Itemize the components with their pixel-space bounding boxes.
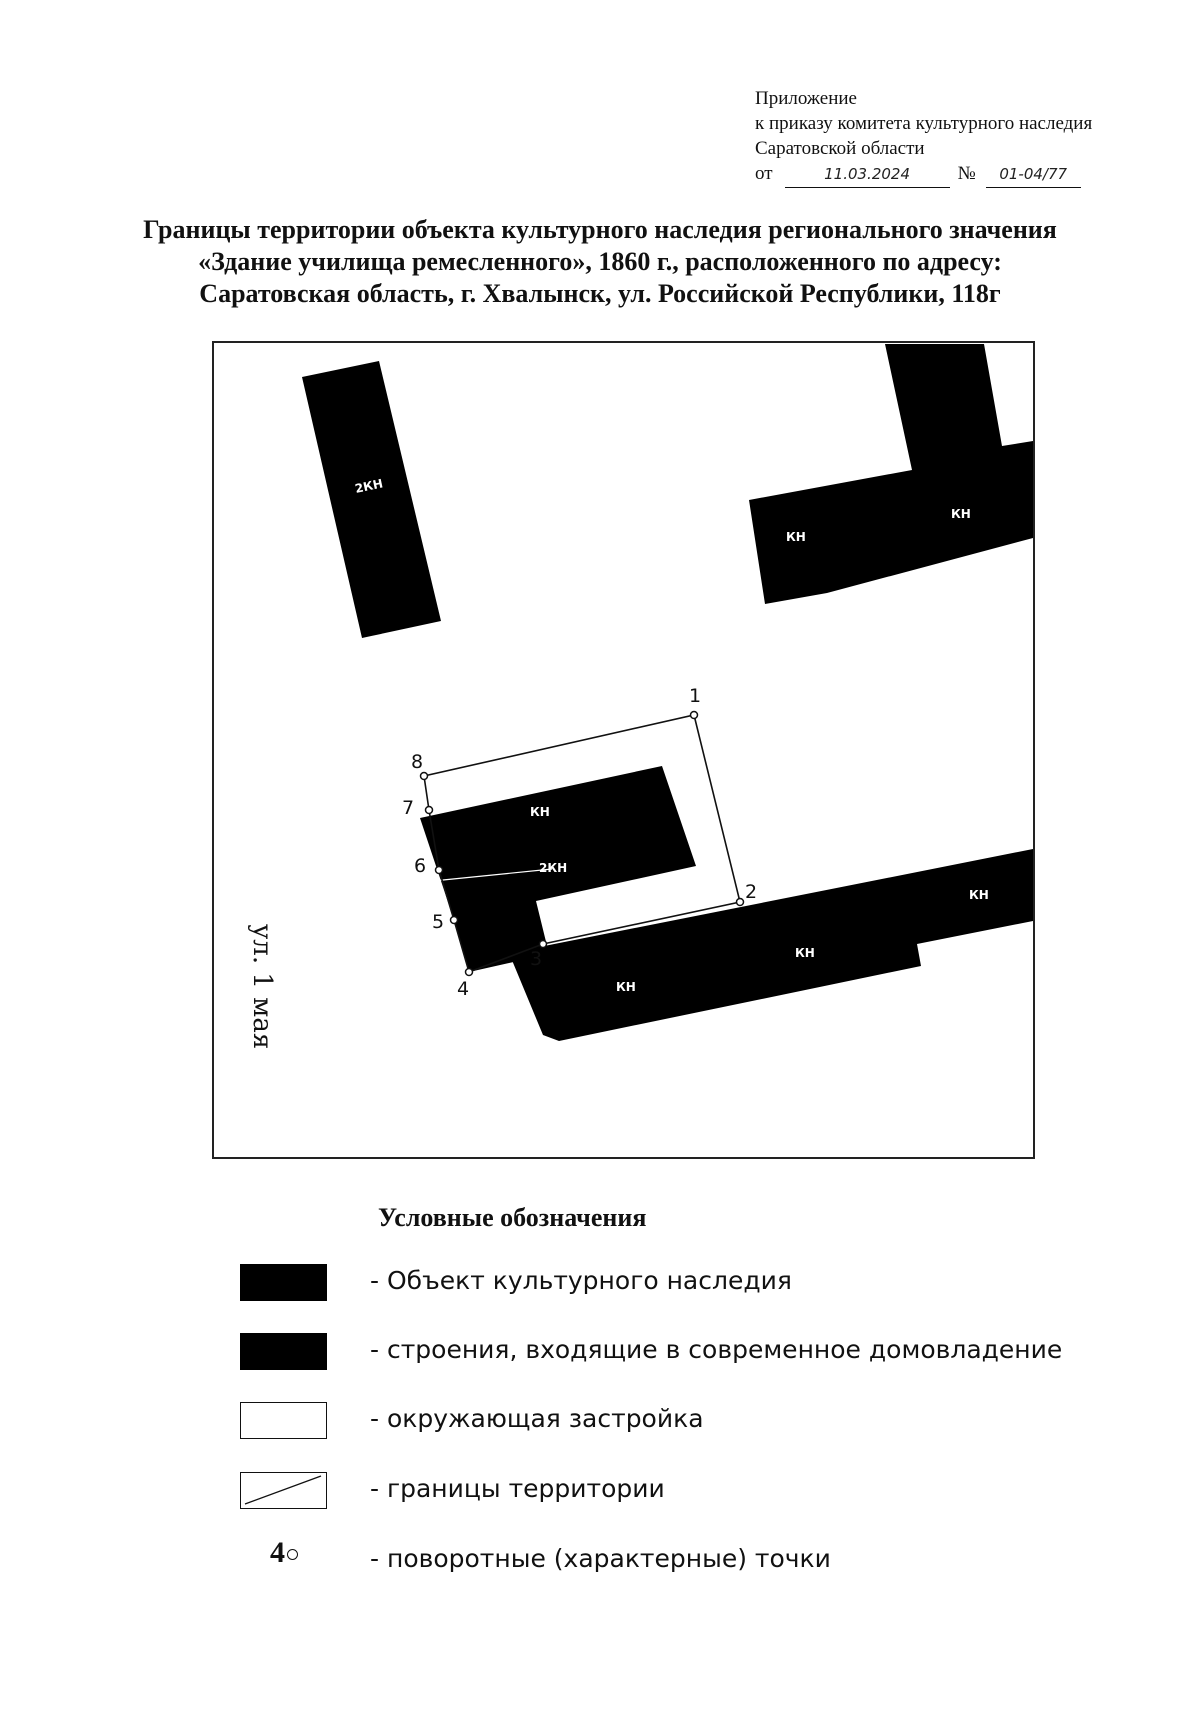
legend-label-3: - окружающая застройка — [370, 1404, 704, 1433]
label-top-right-1: КН — [786, 530, 806, 544]
legend-title: Условные обозначения — [378, 1203, 647, 1232]
site-map — [212, 341, 1035, 1159]
point-label-4: 4 — [457, 978, 470, 1000]
point-label-3: 3 — [530, 948, 543, 970]
turning-point-3 — [540, 941, 547, 948]
point-symbol — [270, 1536, 298, 1570]
legend-swatch-black — [240, 1264, 327, 1301]
street-label: ул. 1 мая — [247, 924, 277, 1050]
legend-item-points — [0, 1536, 1200, 1590]
label-top-right-2: КН — [951, 507, 971, 521]
label-bottom-1: КН — [616, 980, 636, 994]
label-bottom-2: КН — [795, 946, 815, 960]
point-label-6: 6 — [414, 855, 427, 877]
legend-label-1: - Объект культурного наследия — [370, 1266, 792, 1295]
label-bottom-3: КН — [969, 888, 989, 902]
turning-point-1 — [691, 712, 698, 719]
turning-point-8 — [421, 773, 428, 780]
number-sign: № — [957, 163, 976, 184]
label-object-lower: 2КН — [539, 861, 568, 875]
appendix-line-2: к приказу комитета культурного наследия — [755, 113, 1093, 134]
turning-point-5 — [451, 917, 458, 924]
appendix-line-1: Приложение — [755, 88, 857, 109]
point-circle-icon — [287, 1549, 298, 1560]
legend-item-surrounding — [0, 1400, 1200, 1450]
point-label-7: 7 — [402, 797, 415, 819]
appendix-header — [755, 86, 1092, 188]
legend-item-current-buildings — [0, 1331, 1200, 1381]
appendix-line-3: Саратовской области — [755, 138, 925, 159]
title-line-3: Саратовская область, г. Хвалынск, ул. Российской Республики, 118г — [199, 279, 1001, 308]
document-title — [0, 214, 1200, 310]
legend-item-heritage-object — [0, 1262, 1200, 1312]
legend-swatch-boundary — [240, 1472, 327, 1509]
legend-label-4: - границы территории — [370, 1474, 665, 1503]
turning-point-2 — [737, 899, 744, 906]
label-object-upper: КН — [530, 805, 550, 819]
turning-point-7 — [426, 807, 433, 814]
legend-label-5: - поворотные (характерные) точки — [370, 1544, 831, 1573]
legend-item-boundary — [0, 1470, 1200, 1520]
title-line-2: «Здание училища ремесленного», 1860 г., расположенного по адресу: — [198, 247, 1002, 276]
point-symbol-number: 4 — [270, 1536, 285, 1569]
turning-point-6 — [436, 867, 443, 874]
legend-label-2: - строения, входящие в современное домовладение — [370, 1335, 1063, 1364]
appendix-date-line — [755, 161, 1092, 188]
title-line-1: Границы территории объекта культурного наследия регионального значения — [143, 215, 1057, 244]
point-label-8: 8 — [411, 751, 424, 773]
boundary-line-icon — [241, 1473, 325, 1507]
turning-point-4 — [466, 969, 473, 976]
point-label-2: 2 — [745, 881, 758, 903]
from-label: от — [755, 163, 773, 184]
label-top-left: 2КН — [353, 476, 385, 496]
order-number: 01-04/77 — [986, 162, 1081, 188]
order-date: 11.03.2024 — [785, 162, 950, 188]
point-label-1: 1 — [689, 685, 702, 707]
point-label-5: 5 — [432, 911, 445, 933]
legend-swatch-white — [240, 1402, 327, 1439]
site-map-svg — [212, 341, 1035, 1159]
legend-swatch-black-2 — [240, 1333, 327, 1370]
